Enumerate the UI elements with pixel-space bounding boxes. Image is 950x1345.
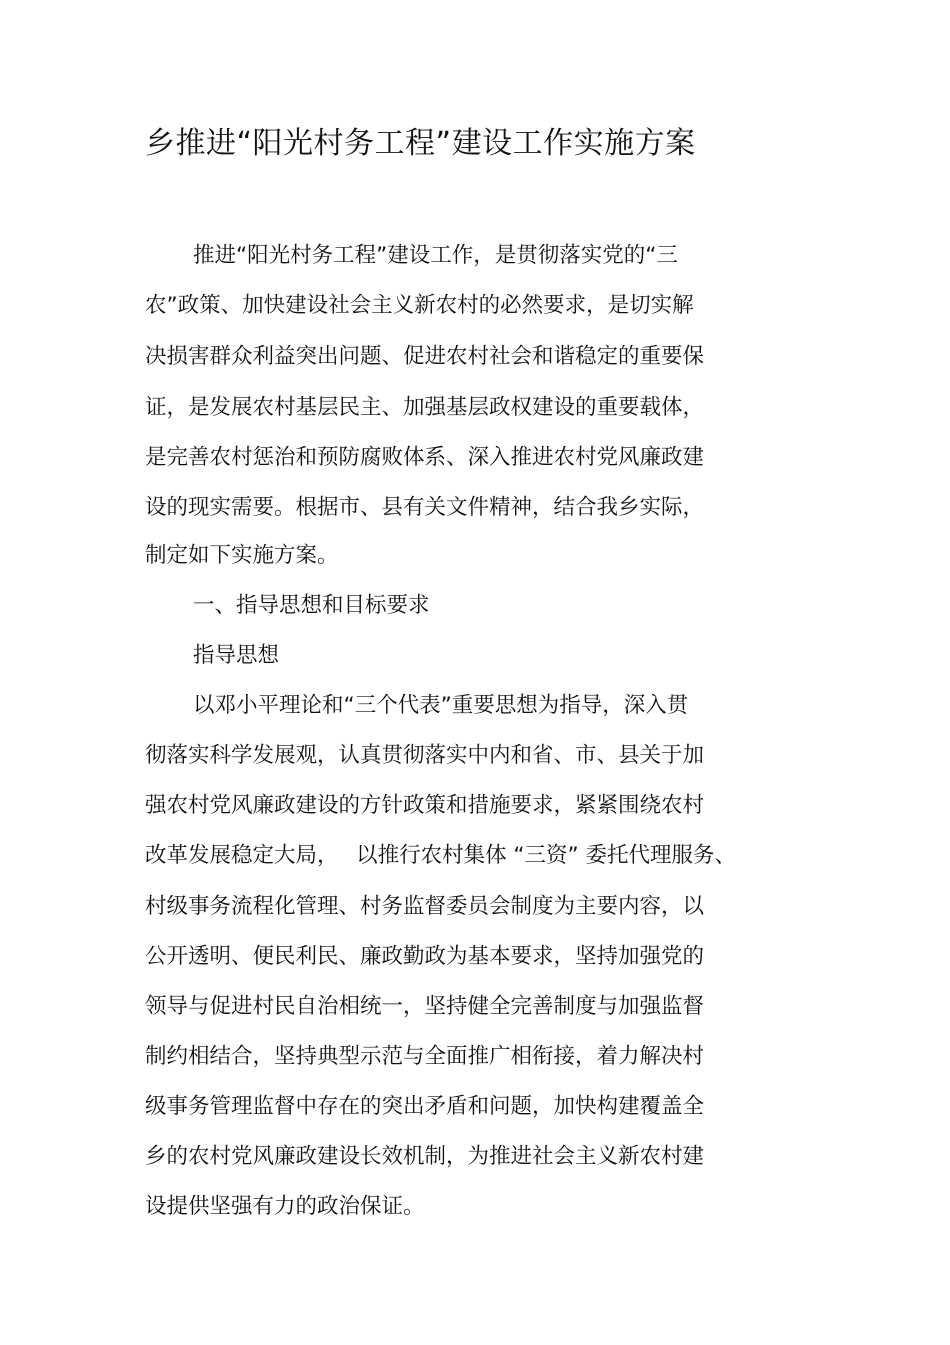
paragraph-line: 设的现实需要。根据市、县有关文件精神，结合我乡实际，	[145, 495, 705, 520]
paragraph-line: 证，是发展农村基层民主、加强基层政权建设的重要载体，	[145, 395, 705, 420]
document-title: 乡推进“阳光村务工程”建设工作实施方案	[145, 126, 696, 161]
paragraph-line: 是完善农村惩治和预防腐败体系、深入推进农村党风廉政建	[145, 445, 705, 470]
paragraph-line: 强农村党风廉政建设的方针政策和措施要求，紧紧围绕农村	[145, 793, 705, 818]
paragraph-line: 村级事务流程化管理、村务监督委员会制度为主要内容，以	[145, 894, 705, 919]
paragraph-line: 推进“阳光村务工程”建设工作，是贯彻落实党的“三	[193, 243, 678, 268]
paragraph-line: 制约相结合，坚持典型示范与全面推广相衔接，着力解决村	[145, 1044, 705, 1069]
paragraph-line: 彻落实科学发展观，认真贯彻落实中内和省、市、县关于加	[145, 743, 705, 768]
paragraph-line: 公开透明、便民利民、廉政勤政为基本要求，坚持加强党的	[145, 944, 705, 969]
paragraph-line: 制定如下实施方案。	[145, 543, 339, 568]
section-heading: 一、指导思想和目标要求	[193, 593, 430, 618]
paragraph-line: 决损害群众利益突出问题、促进农村社会和谐稳定的重要保	[145, 344, 705, 369]
paragraph-line: 乡的农村党风廉政建设长效机制，为推进社会主义新农村建	[145, 1144, 705, 1169]
paragraph-line: 级事务管理监督中存在的突出矛盾和问题，加快构建覆盖全	[145, 1094, 705, 1119]
paragraph-line: 改革发展稳定大局， 以推行农村集体 “三资” 委托代理服务、	[145, 843, 737, 868]
paragraph-line: 以邓小平理论和“三个代表”重要思想为指导，深入贯	[193, 693, 689, 718]
subsection-heading: 指导思想	[193, 643, 280, 668]
paragraph-line: 设提供坚强有力的政治保证。	[145, 1194, 425, 1219]
paragraph-line: 领导与促进村民自治相统一，坚持健全完善制度与加强监督	[145, 994, 705, 1019]
paragraph-line: 农”政策、加快建设社会主义新农村的必然要求，是切实解	[145, 293, 694, 318]
